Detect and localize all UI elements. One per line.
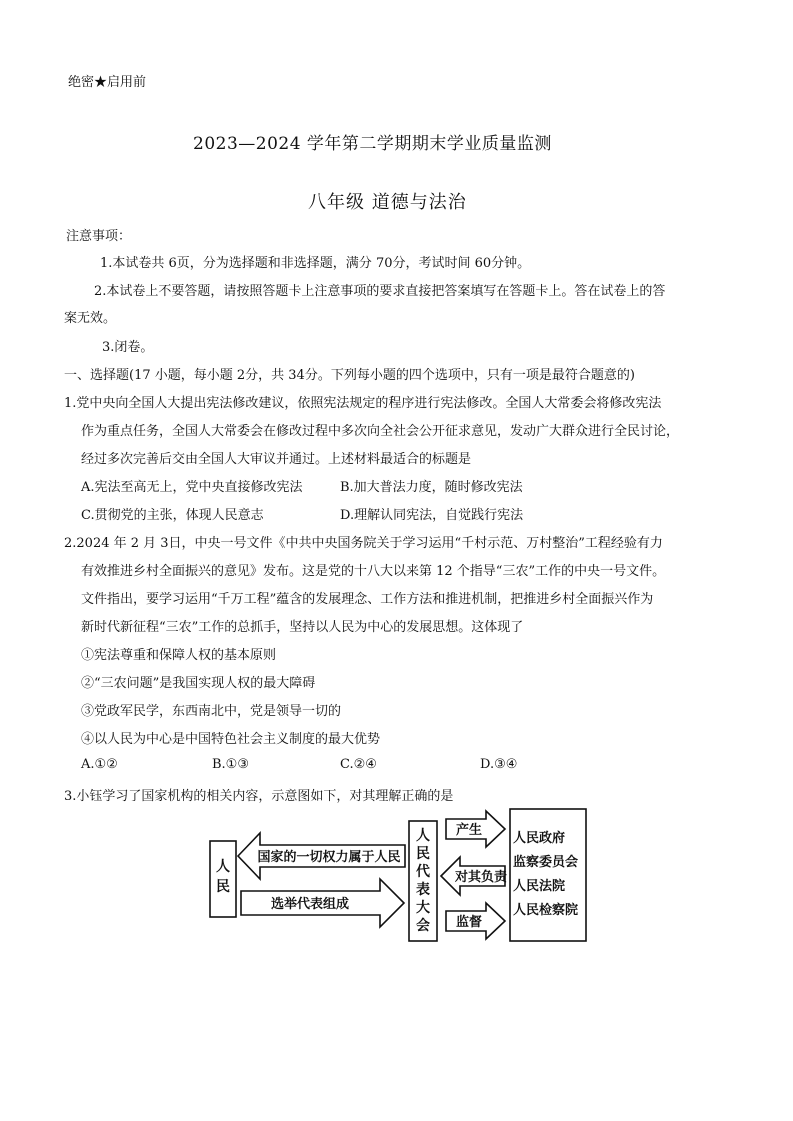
question-3-stem-line: 3.小钰学习了国家机构的相关内容，示意图如下，对其理解正确的是 (64, 789, 454, 804)
question-2-option-d: D.③④ (480, 757, 518, 772)
note-item: 2.本试卷上不要答题，请按照答题卡上注意事项的要求直接把答案填写在答题卡上。答在试卷上的答 (94, 284, 666, 299)
question-2-statement: ②“三农问题”是我国实现人权的最大障碍 (81, 676, 316, 691)
organ-procuratorate: 人民检察院 (513, 903, 579, 918)
question-1-option-a: A.宪法至高无上，党中央直接修改宪法 (81, 480, 303, 495)
question-1-stem-line: 1.党中央向全国人大提出宪法修改建议，依照宪法规定的程序进行宪法修改。全国人大常委会将修改宪法 (64, 396, 662, 411)
question-2-option-a: A.①② (81, 757, 118, 772)
question-2-option-b: B.①③ (212, 757, 249, 772)
question-1-option-d: D.理解认同宪法，自觉践行宪法 (340, 508, 524, 523)
exam-title: 2023—2024 学年第二学期期末学业质量监测 (193, 134, 552, 154)
secret-mark: 绝密★启用前 (68, 75, 147, 90)
question-2-option-c: C.②④ (340, 757, 377, 772)
congress-label-char: 大 (416, 900, 430, 916)
question-2-stem-line: 文件指出，要学习运用“千万工程”蕴含的发展理念、工作方法和推进机制，把推进乡村全面振兴作为 (81, 592, 654, 607)
congress-label-char: 人 (416, 828, 430, 844)
congress-label-char: 民 (416, 846, 430, 862)
question-2-stem-line: 有效推进乡村全面振兴的意见》发布。这是党的十八大以来第 12 个指导“三农”工作的中央一号文件。 (81, 564, 666, 579)
note-item: 3.闭卷。 (102, 340, 154, 355)
question-1-stem-line: 经过多次完善后交由全国人大审议并通过。上述材料最适合的标题是 (81, 452, 472, 467)
congress-label-char: 表 (416, 882, 430, 898)
organ-government: 人民政府 (513, 831, 566, 846)
section-heading: 一、选择题(17 小题，每小题 2分，共 34分。下列每小题的四个选项中，只有一项是最符合题意的) (64, 368, 635, 383)
question-2-stem-line: 2.2024 年 2 月 3日，中央一号文件《中共中央国务院关于学习运用“千村示范、万村整治”工程经验有力 (64, 536, 663, 551)
question-2-statement: ①宪法尊重和保障人权的基本原则 (81, 648, 277, 663)
arrow-top-label: 国家的一切权力属于人民 (257, 850, 401, 865)
congress-label-char: 代 (416, 864, 430, 880)
people-label-char-1: 人 (216, 859, 230, 875)
congress-label-char: 会 (416, 918, 430, 934)
question-2-statement: ③党政军民学，东西南北中，党是领导一切的 (81, 704, 342, 719)
notes-heading: 注意事项： (66, 229, 132, 244)
question-2-stem-line: 新时代新征程“三农”工作的总抓手，坚持以人民为中心的发展思想。这体现了 (81, 620, 524, 635)
organ-supervisory-commission: 监察委员会 (513, 855, 579, 870)
note-item: 1.本试卷共 6页，分为选择题和非选择题，满分 70分，考试时间 60分钟。 (100, 256, 531, 271)
organ-court: 人民法院 (513, 879, 566, 894)
question-1-option-b: B.加大普法力度，随时修改宪法 (340, 480, 523, 495)
responsible-label: 对其负责 (454, 870, 508, 885)
arrow-bottom-label: 选举代表组成 (270, 897, 350, 912)
question-1-stem-line: 作为重点任务，全国人大常委会在修改过程中多次向全社会公开征求意见，发动广大群众进行全民讨论， (81, 424, 680, 439)
exam-subject: 八年级 道德与法治 (308, 192, 467, 213)
state-organs-box (510, 809, 586, 941)
question-2-statement: ④以人民为中心是中国特色社会主义制度的最大优势 (81, 732, 381, 747)
people-label-char-2: 民 (216, 879, 230, 895)
produce-label: 产生 (455, 823, 483, 838)
state-organs-diagram (205, 805, 590, 945)
question-1-option-c: C.贯彻党的主张，体现人民意志 (81, 508, 264, 523)
note-item: 案无效。 (64, 311, 117, 326)
supervise-label: 监督 (455, 915, 483, 930)
